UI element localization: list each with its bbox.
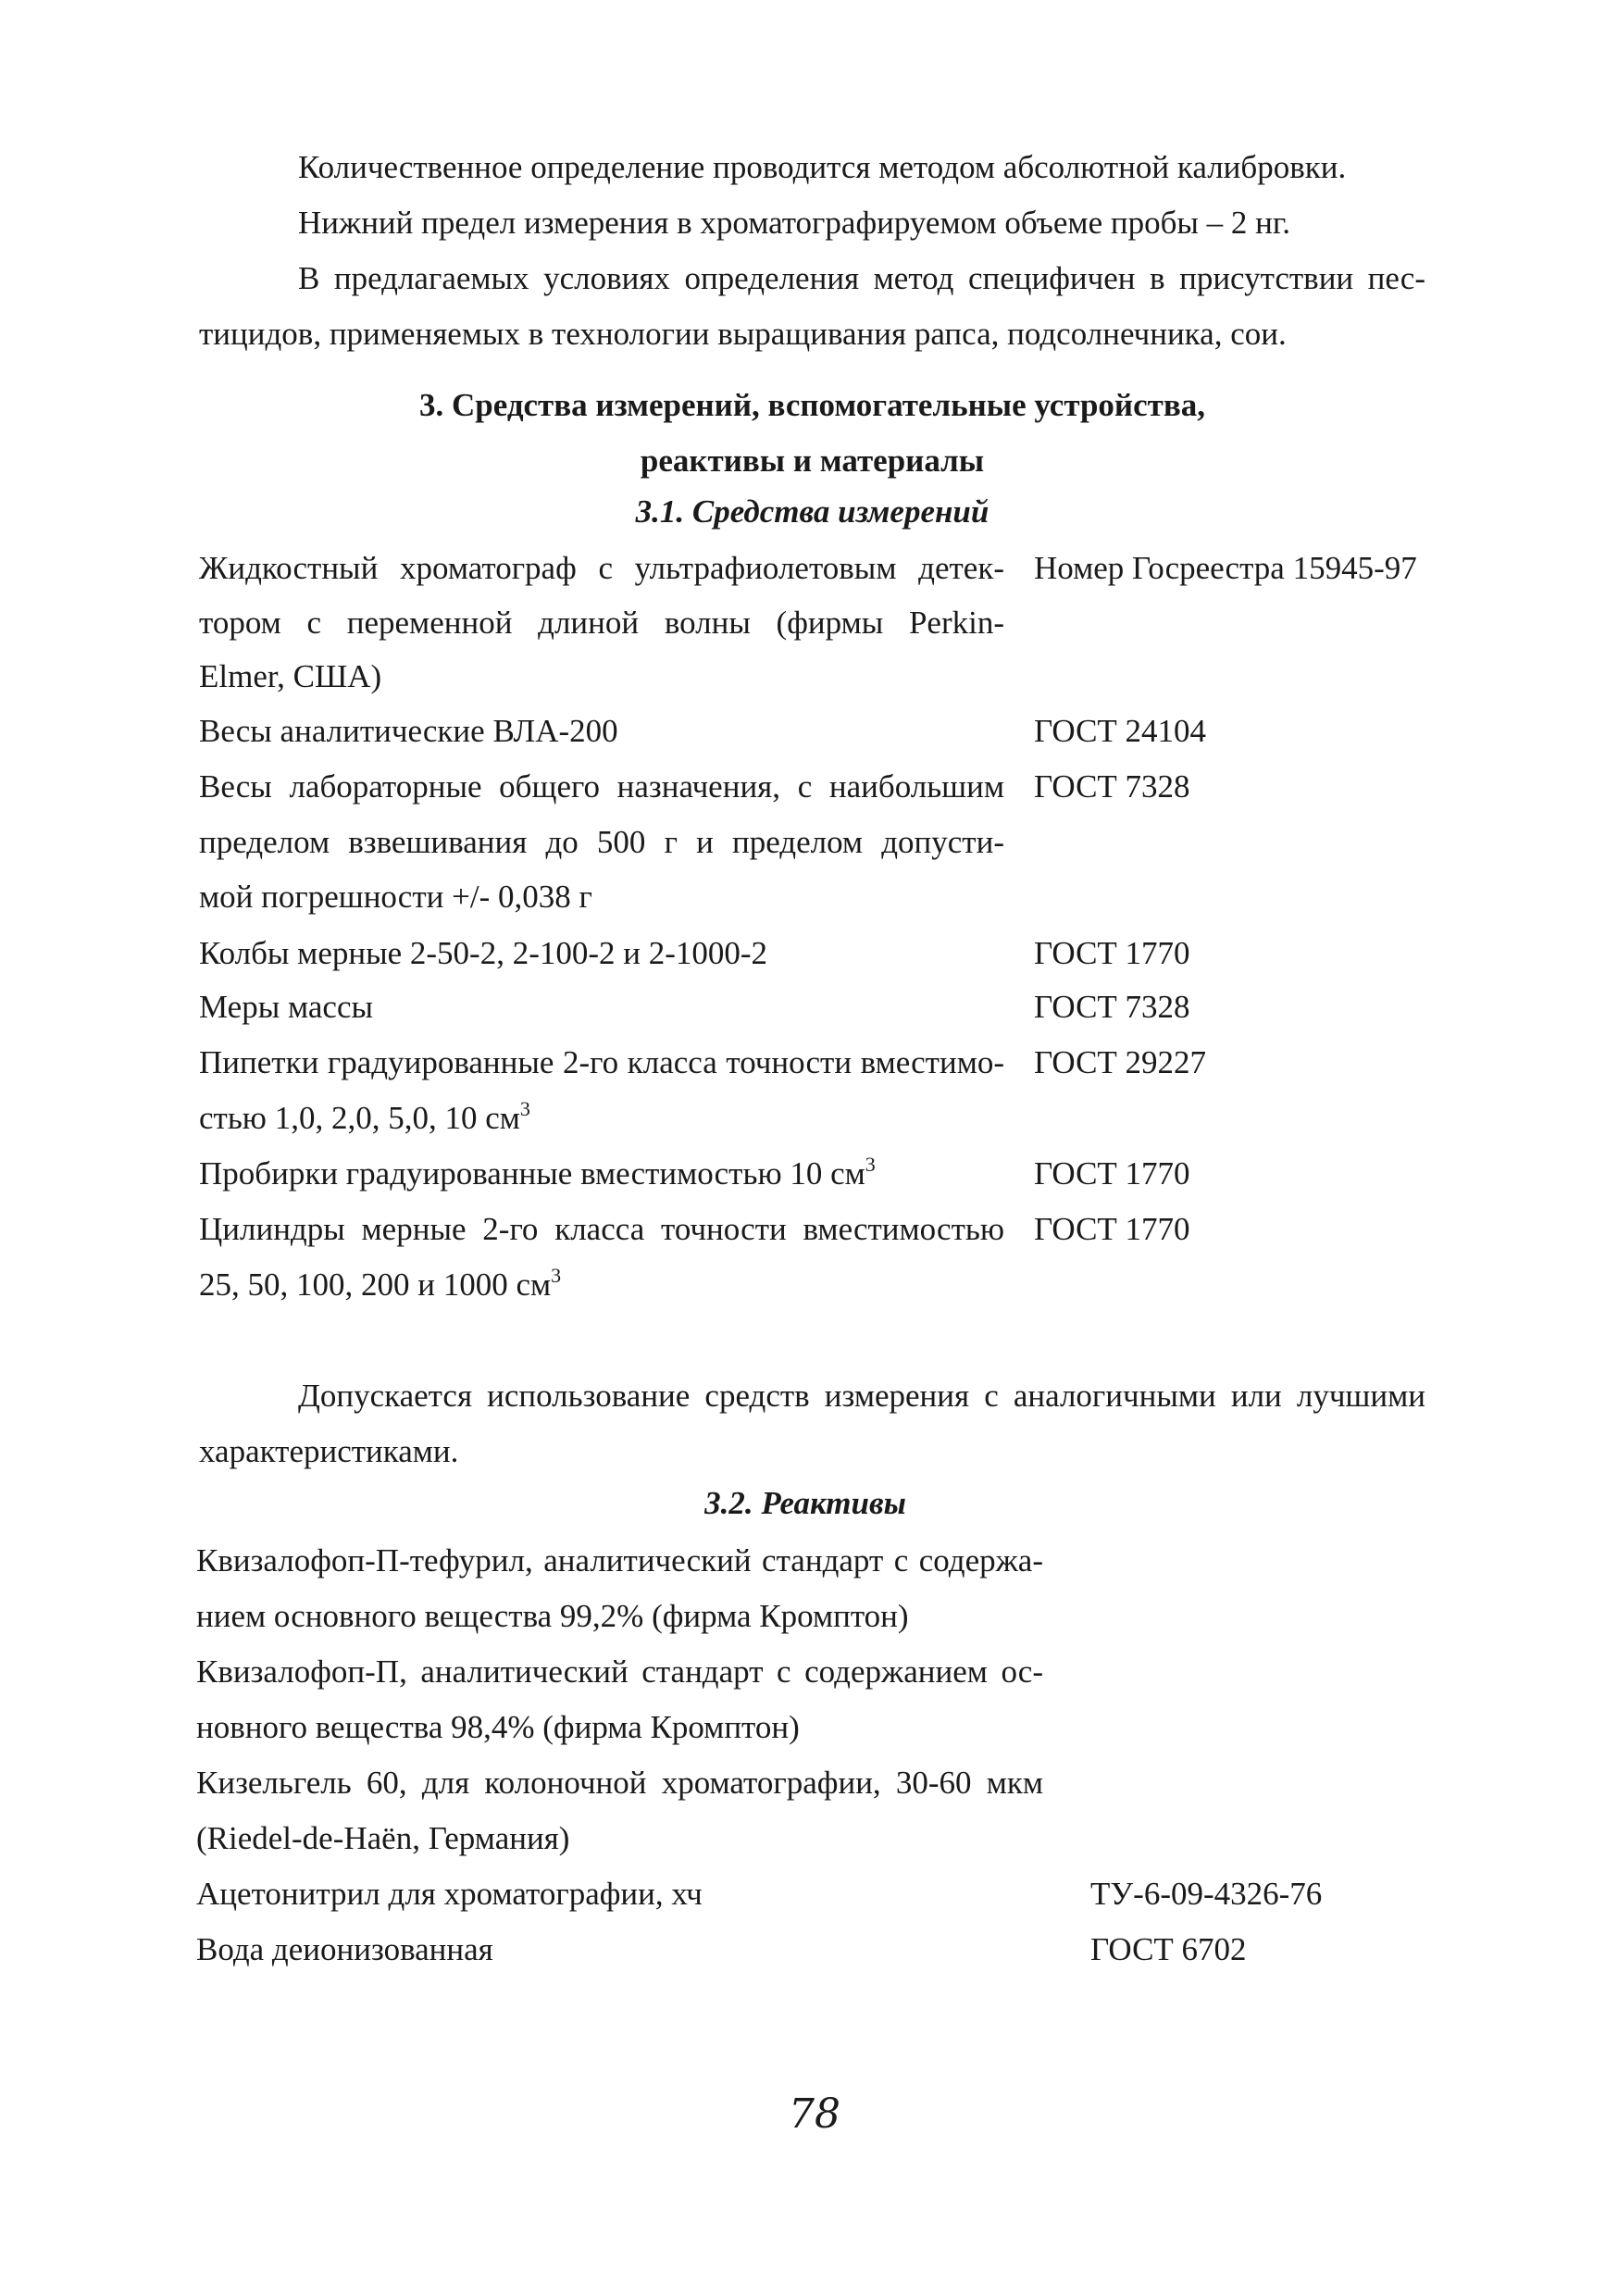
superscript-cubic: 3 — [865, 1153, 876, 1176]
reagent-item-line: Кизельгель 60, для колоночной хроматографии, 30-60 мкм — [196, 1765, 1043, 1801]
reagent-item-line: Квизалофоп-П, аналитический стандарт с содержанием ос- — [196, 1653, 1043, 1690]
instrument-item-text: Пробирки градуированные вместимостью 10 см — [199, 1155, 865, 1192]
reagent-item-line: (Riedel-de-Haën, Германия) — [196, 1820, 570, 1856]
section-heading-line-2: реактивы и материалы — [640, 443, 985, 479]
note-line-1: Допускается использование средств измерения с аналогичными или лучшими — [298, 1378, 1425, 1414]
superscript-cubic: 3 — [551, 1264, 562, 1287]
instrument-item-line: мой погрешности +/- 0,038 г — [199, 879, 592, 915]
reagent-item-line: Вода деионизованная — [196, 1931, 493, 1967]
instrument-standard: ГОСТ 29227 — [1034, 1044, 1207, 1080]
note-line-2: характеристиками. — [199, 1433, 459, 1469]
intro-paragraph-3-line-2: тицидов, применяемых в технологии выращивания рапса, подсолнечника, сои. — [199, 316, 1287, 352]
instrument-item-line: Пипетки градуированные 2-го класса точности вместимо- — [199, 1044, 1004, 1080]
reagent-item-line: новного вещества 98,4% (фирма Кромптон) — [196, 1709, 800, 1745]
reagent-item-line: Ацетонитрил для хроматографии, хч — [196, 1876, 703, 1912]
instrument-item-line: Весы аналитические ВЛА-200 — [199, 713, 618, 749]
instrument-standard: Номер Госреестра 15945-97 — [1034, 550, 1417, 586]
subsection-heading-reagents: 3.2. Реактивы — [704, 1485, 906, 1521]
section-heading-line-1: 3. Средства измерений, вспомогательные устройства, — [419, 387, 1205, 423]
instrument-item-line: Жидкостный хроматограф с ультрафиолетовым детек- — [199, 550, 1004, 586]
instrument-item-line: Меры массы — [199, 989, 373, 1025]
instrument-standard: ГОСТ 7328 — [1034, 989, 1190, 1025]
instrument-item-line: Elmer, США) — [199, 658, 382, 694]
intro-paragraph-2: Нижний предел измерения в хроматографируемом объеме пробы – 2 нг. — [298, 205, 1291, 241]
instrument-item-line-with-sup — [199, 1153, 876, 1192]
reagent-standard: ГОСТ 6702 — [1090, 1931, 1247, 1967]
instrument-standard: ГОСТ 7328 — [1034, 768, 1190, 805]
instrument-standard: ГОСТ 1770 — [1034, 935, 1190, 971]
instrument-item-text: стью 1,0, 2,0, 5,0, 10 см — [199, 1100, 520, 1136]
instrument-item-line-with-sup — [199, 1097, 530, 1136]
reagent-item-line: Квизалофоп-П-тефурил, аналитический стандарт с содержа- — [196, 1542, 1043, 1578]
instrument-standard: ГОСТ 24104 — [1034, 713, 1207, 749]
instrument-item-line: тором с переменной длиной волны (фирмы Perkin- — [199, 605, 1004, 641]
instrument-item-line: пределом взвешивания до 500 г и пределом допусти- — [199, 824, 1004, 860]
reagent-standard: ТУ-6-09-4326-76 — [1090, 1876, 1323, 1912]
instrument-standard: ГОСТ 1770 — [1034, 1155, 1190, 1192]
instrument-standard: ГОСТ 1770 — [1034, 1211, 1190, 1247]
instrument-item-line: Весы лабораторные общего назначения, с наибольшим — [199, 768, 1004, 805]
instrument-item-text: 25, 50, 100, 200 и 1000 см — [199, 1267, 552, 1303]
page-number: 78 — [789, 2090, 840, 2138]
superscript-cubic: 3 — [519, 1097, 530, 1120]
instrument-item-line: Цилиндры мерные 2-го класса точности вместимостью — [199, 1211, 1004, 1247]
reagent-item-line: нием основного вещества 99,2% (фирма Кромптон) — [196, 1598, 909, 1634]
instrument-item-line: Колбы мерные 2-50-2, 2-100-2 и 2-1000-2 — [199, 935, 768, 971]
intro-paragraph-1: Количественное определение проводится методом абсолютной калибровки. — [298, 149, 1347, 185]
subsection-heading-instruments: 3.1. Средства измерений — [635, 493, 989, 530]
instrument-item-line-with-sup — [199, 1264, 562, 1303]
intro-paragraph-3-line-1: В предлагаемых условиях определения метод специфичен в присутствии пес- — [298, 260, 1425, 296]
